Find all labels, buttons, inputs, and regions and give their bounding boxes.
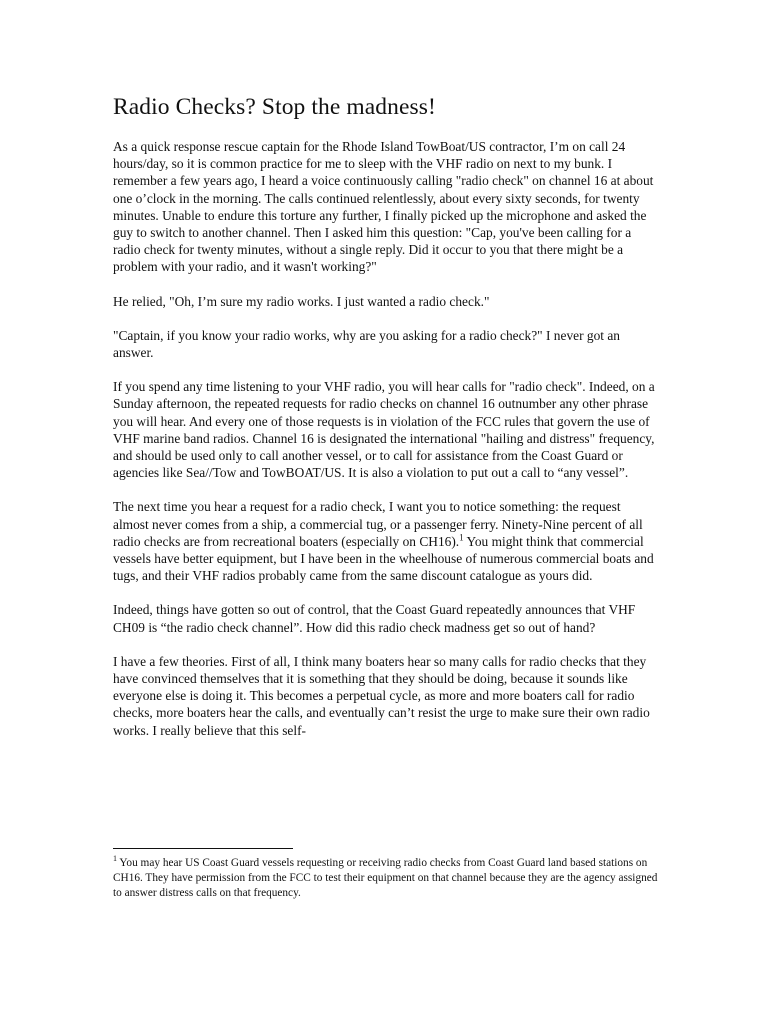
paragraph-6: Indeed, things have gotten so out of control, that the Coast Guard repeatedly announces that VHF CH09 is “the radio check channel”. How did this radio check madness get so out of hand? [113, 602, 636, 635]
paragraph-2: He relied, "Oh, I’m sure my radio works. I just wanted a radio check." [113, 293, 490, 309]
footnote [113, 856, 658, 901]
footnote-marker: 1 [113, 854, 117, 864]
paragraph-3: "Captain, if you know your radio works, why are you asking for a radio check?" I never got an answer. [113, 327, 620, 361]
footnote-reference[interactable]: 1 [459, 532, 464, 543]
footnote-separator [113, 848, 293, 849]
paragraph-7: I have a few theories. First of all, I think many boaters hear so many calls for radio checks that they have convinced themselves that it is something that they should be doing, because it sounds like everyone else is doing it. This becomes a perpetual cycle, as more and more boaters call for radio checks, more boaters hear the calls, and eventually can’t resist the urge to make sure their own radio works. I really believe that this self- [113, 653, 650, 738]
document-title: Radio Checks? Stop the madness! [113, 94, 436, 120]
paragraph-1: As a quick response rescue captain for the Rhode Island TowBoat/US contractor, I’m on call 24 hours/day, so it is common practice for me to sleep with the VHF radio on next to my bunk. I remember a few years ago, I heard a voice continuously calling "radio check" on channel 16 at about one o’clock in the morning. The calls continued relentlessly, about every sixty seconds, for twenty minutes. Unable to endure this torture any further, I finally picked up the microphone and asked the guy to switch to another channel. Then I asked him this question: "Cap, you've been calling for a radio check for twenty minutes, without a single reply. Did it occur to you that there might be a problem with your radio, and it wasn't working?" [113, 139, 654, 275]
paragraph-5-text-before: The next time you hear a request for a radio check, I want you to notice something: the request almost never comes from a ship, a commercial tug, or a passenger ferry. Ninety-Nine percent of all radio checks are from recreational boaters (especially on CH16). [113, 499, 643, 549]
paragraph-5-text-after: You might think that commercial vessels have better equipment, but I have been in the wheelhouse of numerous commercial boats and tugs, and their VHF radios probably came from the same discount catalogue as yours did. [113, 533, 654, 584]
document-body [113, 138, 658, 739]
footnote-text: You may hear US Coast Guard vessels requesting or receiving radio checks from Coast Guard land based stations on CH16. They have permission from the FCC to test their equipment on that channel because they are the agency assigned to answer distress calls on that frequency. [113, 857, 658, 899]
paragraph-5 [113, 498, 658, 584]
paragraph-4: If you spend any time listening to your VHF radio, you will hear calls for "radio check". Indeed, on a Sunday afternoon, the repeated requests for radio checks on channel 16 outnumber any other phrase you will hear. And every one of those requests is in violation of the FCC rules that govern the use of VHF marine band radios. Channel 16 is designated the international "hailing and distress" frequency, and should be used only to call another vessel, or to call for assistance from the Coast Guard or agencies like Sea//Tow and TowBOAT/US. It is also a violation to put out a call to “any vessel”. [113, 379, 655, 481]
